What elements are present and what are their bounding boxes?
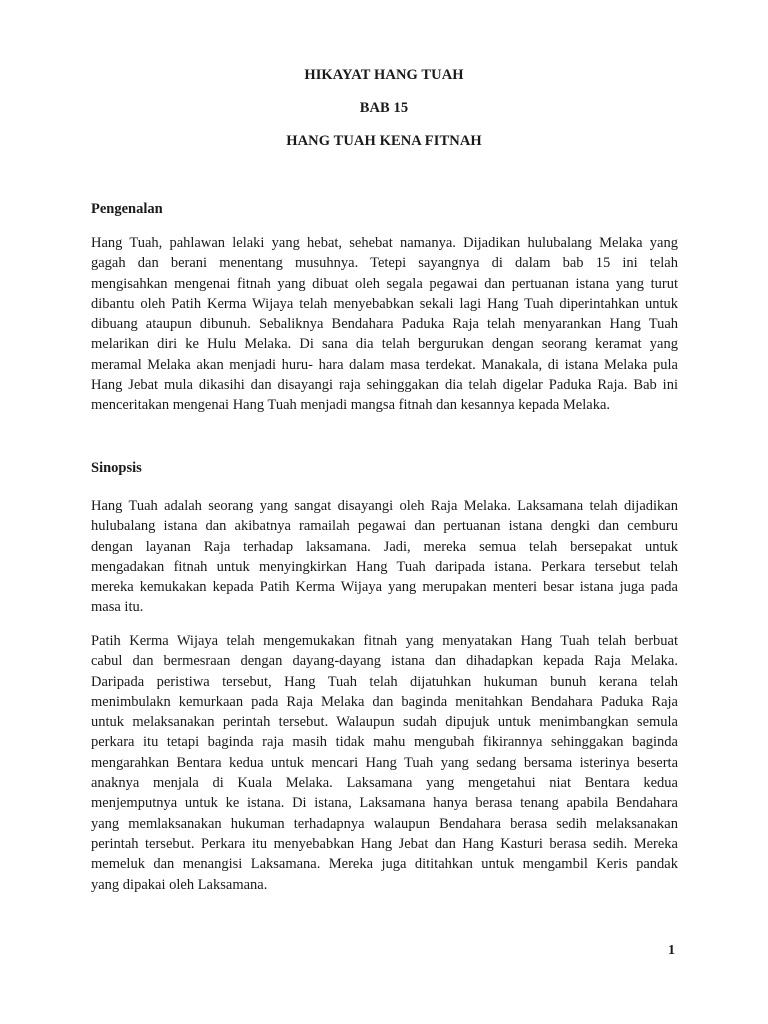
- text-line: gagah dan berani menentang musuhnya. Tetepi sayangnya di dalam bab 15 ini telah: [91, 255, 678, 272]
- text-line: yang dipakai oleh Laksamana.: [91, 876, 268, 893]
- text-line: dibantu oleh Patih Kerma Wijaya telah menyebabkan sekali lagi Hang Tuah diperintahkan untuk: [91, 295, 678, 312]
- text-line: Patih Kerma Wijaya telah mengemukakan fitnah yang menyatakan Hang Tuah telah berbuat: [91, 633, 678, 649]
- text-line: memeluk dan menangisi Laksamana. Mereka juga dititahkan untuk mengambil Keris pandak: [91, 856, 678, 873]
- text-line: Hang Jebat mula dikasihi dan disayangi raja sehinggakan dia telah digelar Paduka Raja. Bab ini: [91, 377, 678, 394]
- document-title: HIKAYAT HANG TUAH: [304, 67, 464, 83]
- text-line: dibuang ataupun dibunuh. Sebaliknya Bendahara Paduka Raja telah menyarankan Hang Tuah: [91, 316, 678, 333]
- paragraph-sinopsis-1: [91, 496, 678, 618]
- chapter-label: BAB 15: [359, 100, 409, 116]
- text-line: Hang Tuah, pahlawan lelaki yang hebat, sehebat namanya. Dijadikan hulubalang Melaka yang: [91, 235, 678, 251]
- text-line: yang memlaksanakan hukuman terhadapnya walaupun Bendahara berasa sedih melaksanakan: [91, 815, 678, 832]
- text-line: menimbulakn kemurkaan pada Raja Melaka dan baginda menitahkan Bendahara Paduka Raja: [91, 693, 678, 710]
- section-heading-sinopsis: Sinopsis: [91, 460, 142, 476]
- text-line: mengarahkan Bentara kedua untuk mencari Hang Tuah yang sedang bersama isterinya beserta: [91, 754, 678, 771]
- chapter-subtitle: HANG TUAH KENA FITNAH: [286, 133, 482, 149]
- text-line: masa itu.: [91, 599, 144, 616]
- text-line: cabul dan bermesraan dengan dayang-dayang istana dan dihadapkan kepada Raja Melaka.: [91, 653, 678, 670]
- text-line: menceritakan mengenai Hang Tuah menjadi mangsa fitnah dan kesannya kepada Melaka.: [91, 397, 611, 414]
- text-line: Hang Tuah adalah seorang yang sangat disayangi oleh Raja Melaka. Laksamana telah dijadikan: [91, 498, 678, 514]
- section-heading-pengenalan: Pengenalan: [91, 201, 163, 217]
- text-line: hulubalang istana dan akibatnya ramailah pegawai dan pertuanan istana dengki dan cemburu: [91, 518, 678, 535]
- page-number: 1: [668, 943, 675, 958]
- text-line: melarikan diri ke Hulu Melaka. Di sana dia telah bergurukan dengan seorang keramat yang: [91, 336, 678, 353]
- text-line: menjemputnya untuk ke istana. Di istana, Laksamana hanya berasa tenang apabila Bendahara: [91, 795, 678, 812]
- text-line: meramal Melaka akan menjadi huru- hara dalam masa terdekat. Manakala, di istana Melaka pula: [91, 356, 678, 373]
- text-line: mengadakan fitnah untuk menyingkirkan Hang Tuah daripada istana. Perkara tersebut telah: [91, 558, 678, 575]
- text-line: dengan layanan Raja terhadap laksamana. Jadi, mereka semua telah bersepakat untuk: [91, 538, 678, 555]
- text-line: mengisahkan mengenai fitnah yang dibuat oleh segala pegawai dan pertuanan istana yang turut: [91, 275, 678, 292]
- text-line: perintah tersebut. Perkara itu menyebabkan Hang Jebat dan Hang Kasturi berasa sedih. Mereka: [91, 835, 678, 852]
- text-line: perkara itu tetapi baginda raja masih tidak mahu mengubah fikirannya sehinggakan baginda: [91, 734, 678, 751]
- text-line: Daripada peristiwa tersebut, Hang Tuah telah dijatuhkan hukuman bunuh kerana telah: [91, 673, 678, 690]
- text-line: untuk melaksanakan perintah tersebut. Walaupun sudah dipujuk untuk menimbangkan semula: [91, 714, 678, 731]
- text-line: mereka kemukakan kepada Patih Kerma Wijaya yang merupakan menteri besar istana juga pada: [91, 579, 678, 596]
- paragraph-sinopsis-2: [91, 631, 678, 895]
- text-line: anaknya menjala di Kuala Melaka. Laksamana yang mengetahui niat Bentara kedua: [91, 775, 678, 792]
- paragraph-pengenalan: [91, 233, 678, 416]
